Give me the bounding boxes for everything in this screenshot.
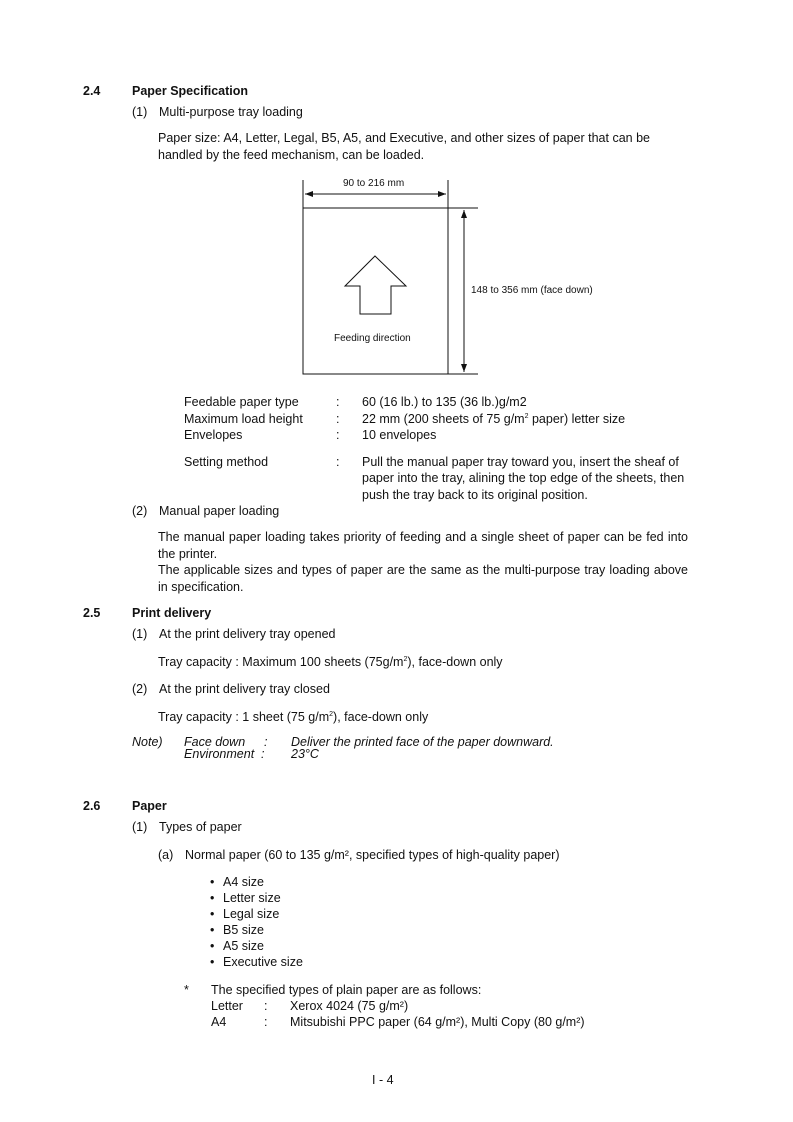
delivery-item-1-title: At the print delivery tray opened <box>159 627 336 641</box>
note-environment-value: 23°C <box>291 747 319 761</box>
note-face-down-label: Face down <box>184 735 246 749</box>
paper-item-1-number: (1) <box>132 820 148 834</box>
specified-types-intro: The specified types of plain paper are as follows: <box>211 983 482 997</box>
section-2-5-number: 2.5 <box>83 606 101 620</box>
type-colon: : <box>264 1015 268 1029</box>
delivery-item-2-title: At the print delivery tray closed <box>159 682 330 696</box>
bullet-icon: • <box>210 923 215 937</box>
feeding-direction-label: Feeding direction <box>334 333 411 344</box>
bullet-icon: • <box>210 875 215 889</box>
manual-loading-paragraph-1: The manual paper loading takes priority of feeding and a single sheet of paper can be fed into the printer. <box>158 530 688 561</box>
section-2-4-number: 2.4 <box>83 84 101 98</box>
delivery-item-1-number: (1) <box>132 627 148 641</box>
height-arrowhead-bottom <box>461 364 467 372</box>
note-colon: : <box>261 747 265 761</box>
spec-label-envelopes: Envelopes <box>184 428 243 442</box>
spec-colon: : <box>336 412 340 426</box>
list-item: Letter size <box>223 891 281 905</box>
bullet-icon: • <box>210 907 215 921</box>
section-2-6-number: 2.6 <box>83 799 101 813</box>
note-face-down-value: Deliver the printed face of the paper downward. <box>291 735 554 749</box>
list-item: B5 size <box>223 923 264 937</box>
width-label: 90 to 216 mm <box>343 178 405 189</box>
delivery-item-2-number: (2) <box>132 682 148 696</box>
type-colon: : <box>264 999 268 1013</box>
section-2-6-title: Paper <box>132 799 167 813</box>
note-environment-label: Environment <box>184 747 255 761</box>
item-1-title: Multi-purpose tray loading <box>159 105 303 119</box>
sub-a-title: Normal paper (60 to 135 g/m², specified types of high-quality paper) <box>185 848 560 862</box>
note-label: Note) <box>132 735 163 749</box>
height-arrowhead-top <box>461 210 467 218</box>
note-colon: : <box>264 735 268 749</box>
tray-capacity-open: Tray capacity : Maximum 100 sheets $(75g/m^2)$, face-down only <box>158 655 503 669</box>
section-2-5-title: Print delivery <box>132 606 212 620</box>
paper-size-text: Paper size: A4, Letter, Legal, B5, A5, and Executive, and other sizes of paper that can be handled by the feed mechanism, can be loaded. <box>158 131 650 162</box>
spec-label-load-height: Maximum load height <box>184 412 303 426</box>
spec-value-setting-method: Pull the manual paper tray toward you, insert the sheaf of paper into the tray, alining the top edge of the sheets, then push the tray back to its original position. <box>362 455 685 502</box>
type-value-a4: Mitsubishi PPC paper (64 g/m²), Multi Copy (80 g/m²) <box>290 1015 585 1029</box>
type-label-letter: Letter <box>211 999 243 1013</box>
tray-capacity-closed: Tray capacity : 1 sheet (75 $g/m^2$), face-down only <box>158 710 429 724</box>
feed-direction-arrow <box>345 256 406 314</box>
page-number: I - 4 <box>372 1073 394 1087</box>
spec-value-paper-type: 60 (16 lb.) to 135 (36 lb.)g/m2 <box>362 395 527 409</box>
list-item: A4 size <box>223 875 264 889</box>
item-2-title: Manual paper loading <box>159 504 280 518</box>
spec-colon: : <box>336 455 340 469</box>
spec-value-load-height: 22 mm (200 sheets of 75 $g/m^2$ paper) letter size <box>362 412 626 426</box>
sub-a-number: (a) <box>158 848 174 862</box>
spec-colon: : <box>336 395 340 409</box>
height-label: 148 to 356 mm (face down) <box>471 285 593 296</box>
paper-item-1-title: Types of paper <box>159 820 242 834</box>
width-arrowhead-left <box>305 191 313 197</box>
bullet-icon: • <box>210 939 215 953</box>
type-label-a4: A4 <box>211 1015 227 1029</box>
manual-loading-paragraph-2: The applicable sizes and types of paper are the same as the multi-purpose tray loading above in specification. <box>158 563 688 594</box>
asterisk-marker: * <box>184 983 189 997</box>
spec-label-paper-type: Feedable paper type <box>184 395 299 409</box>
list-item: A5 size <box>223 939 264 953</box>
width-arrowhead-right <box>438 191 446 197</box>
item-1-number: (1) <box>132 105 148 119</box>
section-2-4-title: Paper Specification <box>132 84 249 98</box>
list-item: Executive size <box>223 955 303 969</box>
bullet-icon: • <box>210 891 215 905</box>
list-item: Legal size <box>223 907 280 921</box>
bullet-icon: • <box>210 955 215 969</box>
spec-colon: : <box>336 428 340 442</box>
spec-label-setting-method: Setting method <box>184 455 269 469</box>
type-value-letter: Xerox 4024 (75 g/m²) <box>290 999 409 1013</box>
spec-value-envelopes: 10 envelopes <box>362 428 437 442</box>
item-2-number: (2) <box>132 504 148 518</box>
paper-outline <box>303 208 448 374</box>
